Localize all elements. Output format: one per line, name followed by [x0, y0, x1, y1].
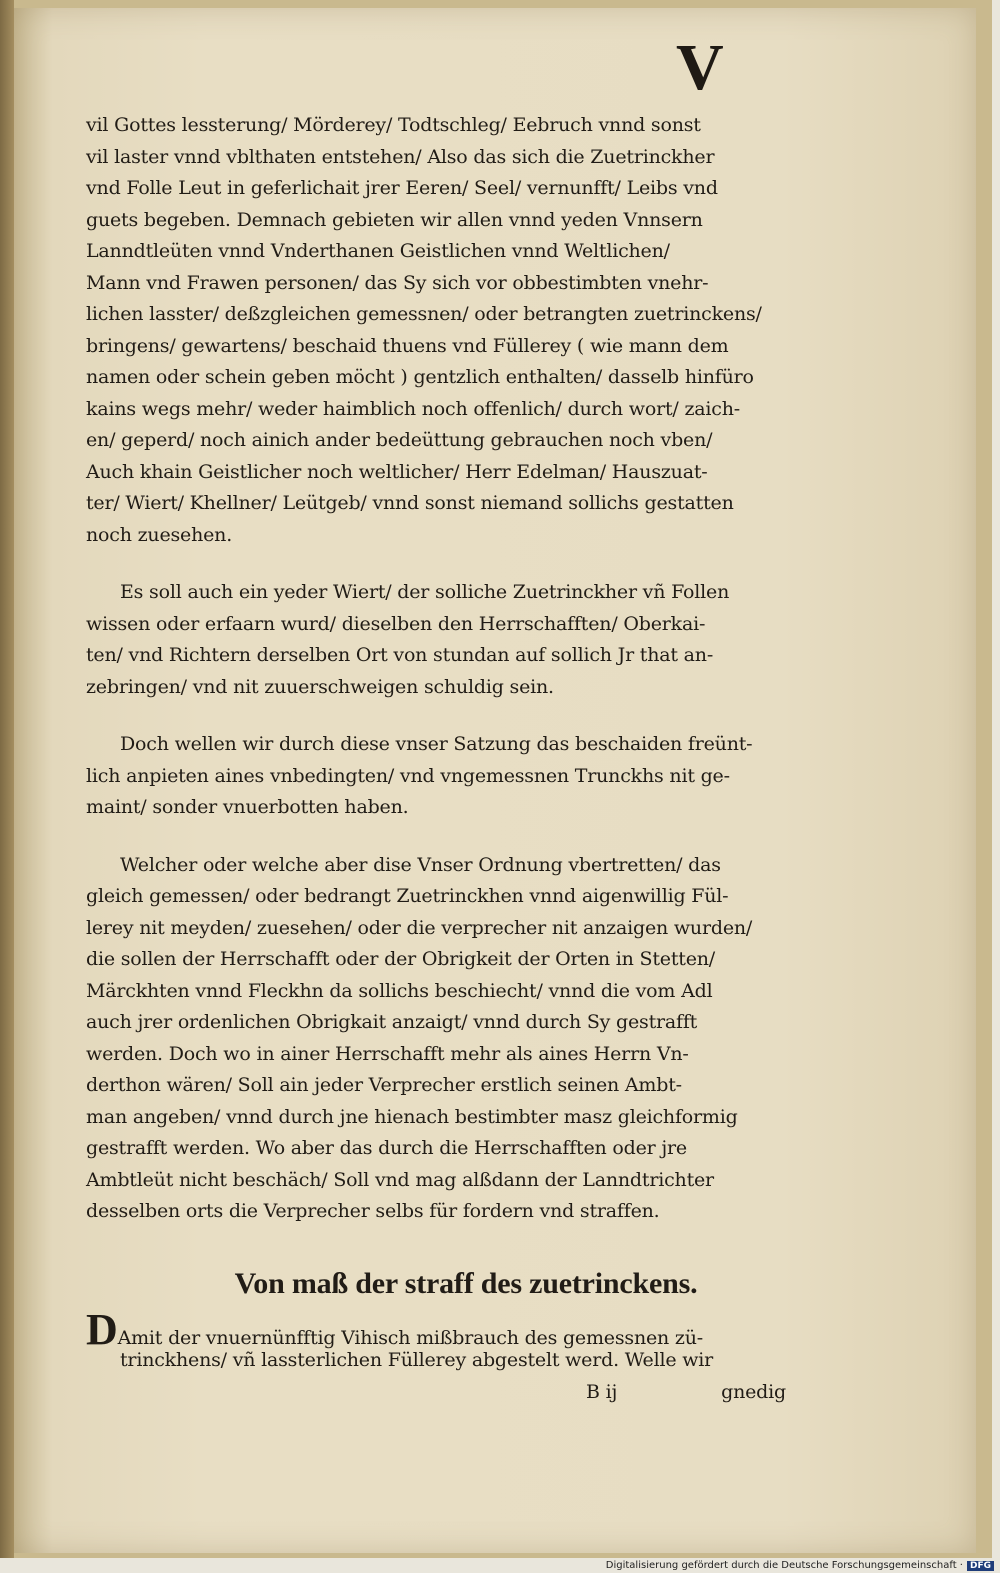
- text-line: man angeben/ vnnd durch jne hienach bestimbter masz gleichformig: [86, 1105, 738, 1128]
- text-line: lich anpieten aines vnbedingten/ vnd vngemessnen Trunckhs nit ge-: [86, 764, 730, 787]
- text-line: gleich gemessen/ oder bedrangt Zuetrinckhen vnnd aigenwillig Fül-: [86, 885, 729, 907]
- section-heading: Von maß der straff des zuetrinckens.: [234, 1266, 698, 1300]
- paragraph-3: [86, 729, 786, 824]
- text-line: trinckhens/ vñ lassterlichen Füllerey abgestelt werd. Welle wir: [120, 1349, 714, 1371]
- text-line: en/ geperd/ noch ainich ander bedeüttung gebrauchen noch vben/: [86, 429, 713, 451]
- footer-text: Digitalisierung gefördert durch die Deutsche Forschungsgemeinschaft ·: [605, 1560, 963, 1571]
- paragraph-gap: [86, 1228, 786, 1254]
- funding-footer: [606, 1560, 994, 1571]
- text-line: werden. Doch wo in ainer Herrschafft mehr als aines Herrn Vn-: [86, 1042, 689, 1065]
- signature-mark: B ij: [586, 1380, 618, 1403]
- text-line: auch jrer ordenlichen Obrigkait anzaigt/ vnnd durch Sy gestrafft: [86, 1011, 698, 1033]
- paragraph-4: [86, 850, 786, 1228]
- text-line: wissen oder erfaarn wurd/ dieselben den Herrschafften/ Oberkai-: [86, 612, 706, 635]
- text-line: gestrafft werden. Wo aber das durch die Herrschafften oder jre: [86, 1137, 687, 1159]
- text-line: noch zuesehen.: [86, 523, 233, 546]
- text-line: die sollen der Herrschafft oder der Obrigkeit der Orten in Stetten/: [86, 948, 716, 970]
- paragraph-2: [86, 577, 786, 703]
- text-line: Doch wellen wir durch diese vnser Satzung das beschaiden freünt-: [120, 733, 753, 755]
- text-line: maint/ sonder vnuerbotten haben.: [86, 796, 409, 818]
- text-line: lichen lasster/ deßzgleichen gemessnen/ oder betrangten zuetrinckens/: [86, 303, 762, 325]
- text-line: guets begeben. Demnach gebieten wir allen vnnd yeden Vnnsern: [86, 208, 703, 231]
- text-line: Ambtleüt nicht beschäch/ Soll vnd mag alßdann der Lanndtrichter: [86, 1168, 714, 1191]
- text-line: vnd Folle Leut in geferlichait jrer Eeren/ Seel/ vernunfft/ Leibs vnd: [86, 177, 718, 199]
- paragraph-1: [86, 110, 786, 551]
- text-line: derthon wären/ Soll ain jeder Verprecher erstlich seinen Ambt-: [86, 1074, 682, 1096]
- text-line: Märckhten vnnd Fleckhn da sollichs beschiecht/ vnnd die vom Adl: [86, 979, 713, 1002]
- text-line: vil laster vnnd vblthaten entstehen/ Also das sich die Zuetrinckher: [86, 145, 715, 168]
- text-line: bringens/ gewartens/ beschaid thuens vnd Füllerey ( wie mann dem: [86, 334, 729, 357]
- text-line-content: Amit der vnuernünfftig Vihisch mißbrauch des gemessnen zü-: [117, 1326, 703, 1349]
- catchword: gnedig: [721, 1380, 786, 1403]
- catchline: [86, 1377, 786, 1409]
- text-line: Welcher oder welche aber dise Vnser Ordnung vbertretten/ das: [120, 853, 721, 876]
- text-line: [86, 1304, 786, 1354]
- book-spine: [0, 0, 14, 1558]
- text-line: Es soll auch ein yeder Wiert/ der solliche Zuetrinckher vñ Follen: [120, 581, 730, 603]
- text-line: kains wegs mehr/ weder haimblich noch offenlich/ durch wort/ zaich-: [86, 397, 740, 420]
- text-line: Auch khain Geistlicher noch weltlicher/ Herr Edelman/ Hauszuat-: [86, 460, 708, 483]
- text-line: Lanndtleüten vnnd Vnderthanen Geistlichen vnnd Weltlichen/: [86, 240, 670, 262]
- paragraph-gap: [86, 551, 786, 577]
- text-line: namen oder schein geben möcht ) gentzlich enthalten/ dasselb hinfüro: [86, 366, 754, 388]
- text-line: ter/ Wiert/ Khellner/ Leütgeb/ vnnd sonst niemand sollichs gestatten: [86, 492, 734, 514]
- text-line: zebringen/ vnd nit zuuerschweigen schuldig sein.: [86, 675, 554, 698]
- text-line: ten/ vnd Richtern derselben Ort von stundan auf sollich Jr that an-: [86, 644, 714, 666]
- dfg-logo: DFG: [967, 1561, 994, 1571]
- paragraph-gap: [86, 824, 786, 850]
- text-block: [86, 110, 786, 1408]
- paragraph-gap: [86, 703, 786, 729]
- page-signature: V: [676, 31, 724, 104]
- text-line: desselben orts die Verprecher selbs für fordern vnd straffen.: [86, 1200, 660, 1222]
- initial-letter: D: [86, 1304, 118, 1354]
- text-line: Mann vnd Frawen personen/ das Sy sich vor obbestimbten vnehr-: [86, 271, 709, 294]
- paragraph-5: [86, 1304, 786, 1377]
- text-line: vil Gottes lessterung/ Mörderey/ Todtschleg/ Eebruch vnnd sonst: [86, 114, 701, 136]
- text-line: lerey nit meyden/ zuesehen/ oder die verprecher nit anzaigen wurden/: [86, 916, 753, 939]
